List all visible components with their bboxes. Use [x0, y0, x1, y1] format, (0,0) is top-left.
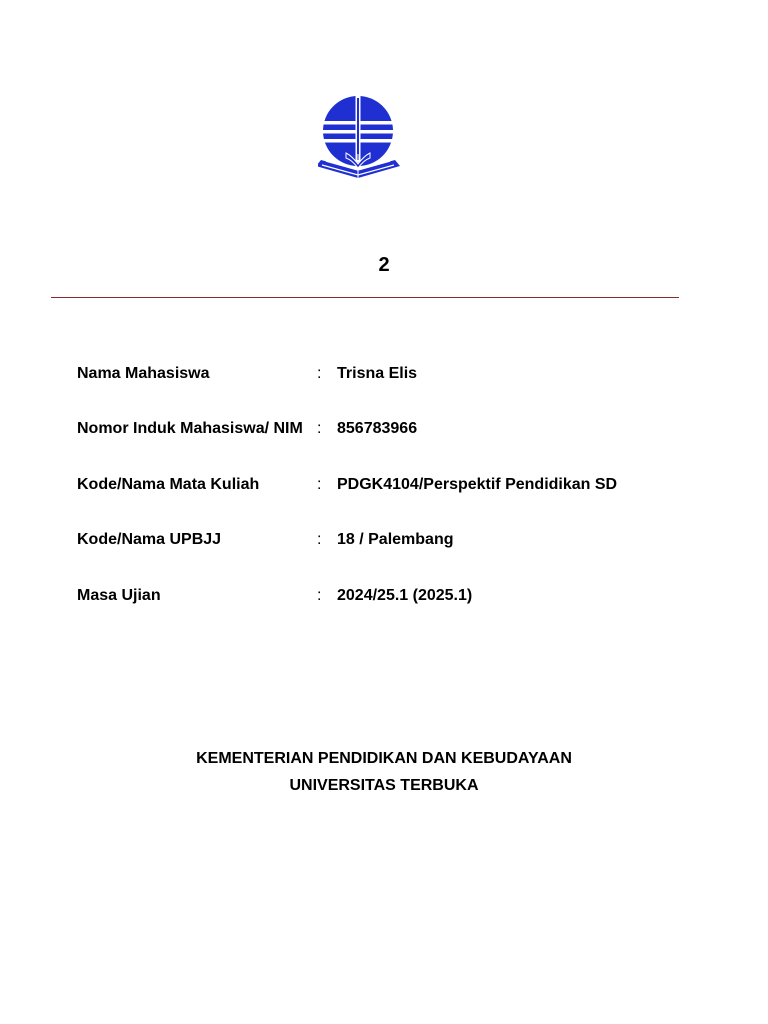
info-value: 2024/25.1 (2025.1)	[337, 587, 473, 604]
info-label: Nama Mahasiswa	[77, 365, 210, 382]
divider-rule	[51, 297, 679, 298]
info-label: Kode/Nama Mata Kuliah	[77, 476, 260, 493]
info-value: 18 / Palembang	[337, 531, 454, 548]
ministry-name: KEMENTERIAN PENDIDIKAN DAN KEBUDAYAAN	[196, 750, 572, 767]
info-colon: :	[317, 365, 322, 382]
page-number: 2	[378, 254, 390, 276]
info-colon: :	[317, 587, 322, 604]
info-row-nama	[77, 362, 697, 386]
info-colon: :	[317, 476, 322, 493]
info-row-nim	[77, 417, 697, 441]
info-colon: :	[317, 420, 322, 437]
info-value: 856783966	[337, 420, 418, 437]
universitas-terbuka-logo-icon	[318, 94, 404, 182]
info-row-upbjj	[77, 528, 697, 552]
info-colon: :	[317, 531, 322, 548]
info-label: Nomor Induk Mahasiswa/ NIM	[77, 420, 303, 437]
university-name: UNIVERSITAS TERBUKA	[289, 777, 479, 794]
info-row-mata-kuliah	[77, 473, 697, 497]
info-value: PDGK4104/Perspektif Pendidikan SD	[337, 476, 618, 493]
info-row-masa-ujian	[77, 584, 697, 608]
info-label: Masa Ujian	[77, 587, 161, 604]
info-value: Trisna Elis	[337, 365, 418, 382]
info-label: Kode/Nama UPBJJ	[77, 531, 222, 548]
institution-footer	[0, 745, 768, 799]
